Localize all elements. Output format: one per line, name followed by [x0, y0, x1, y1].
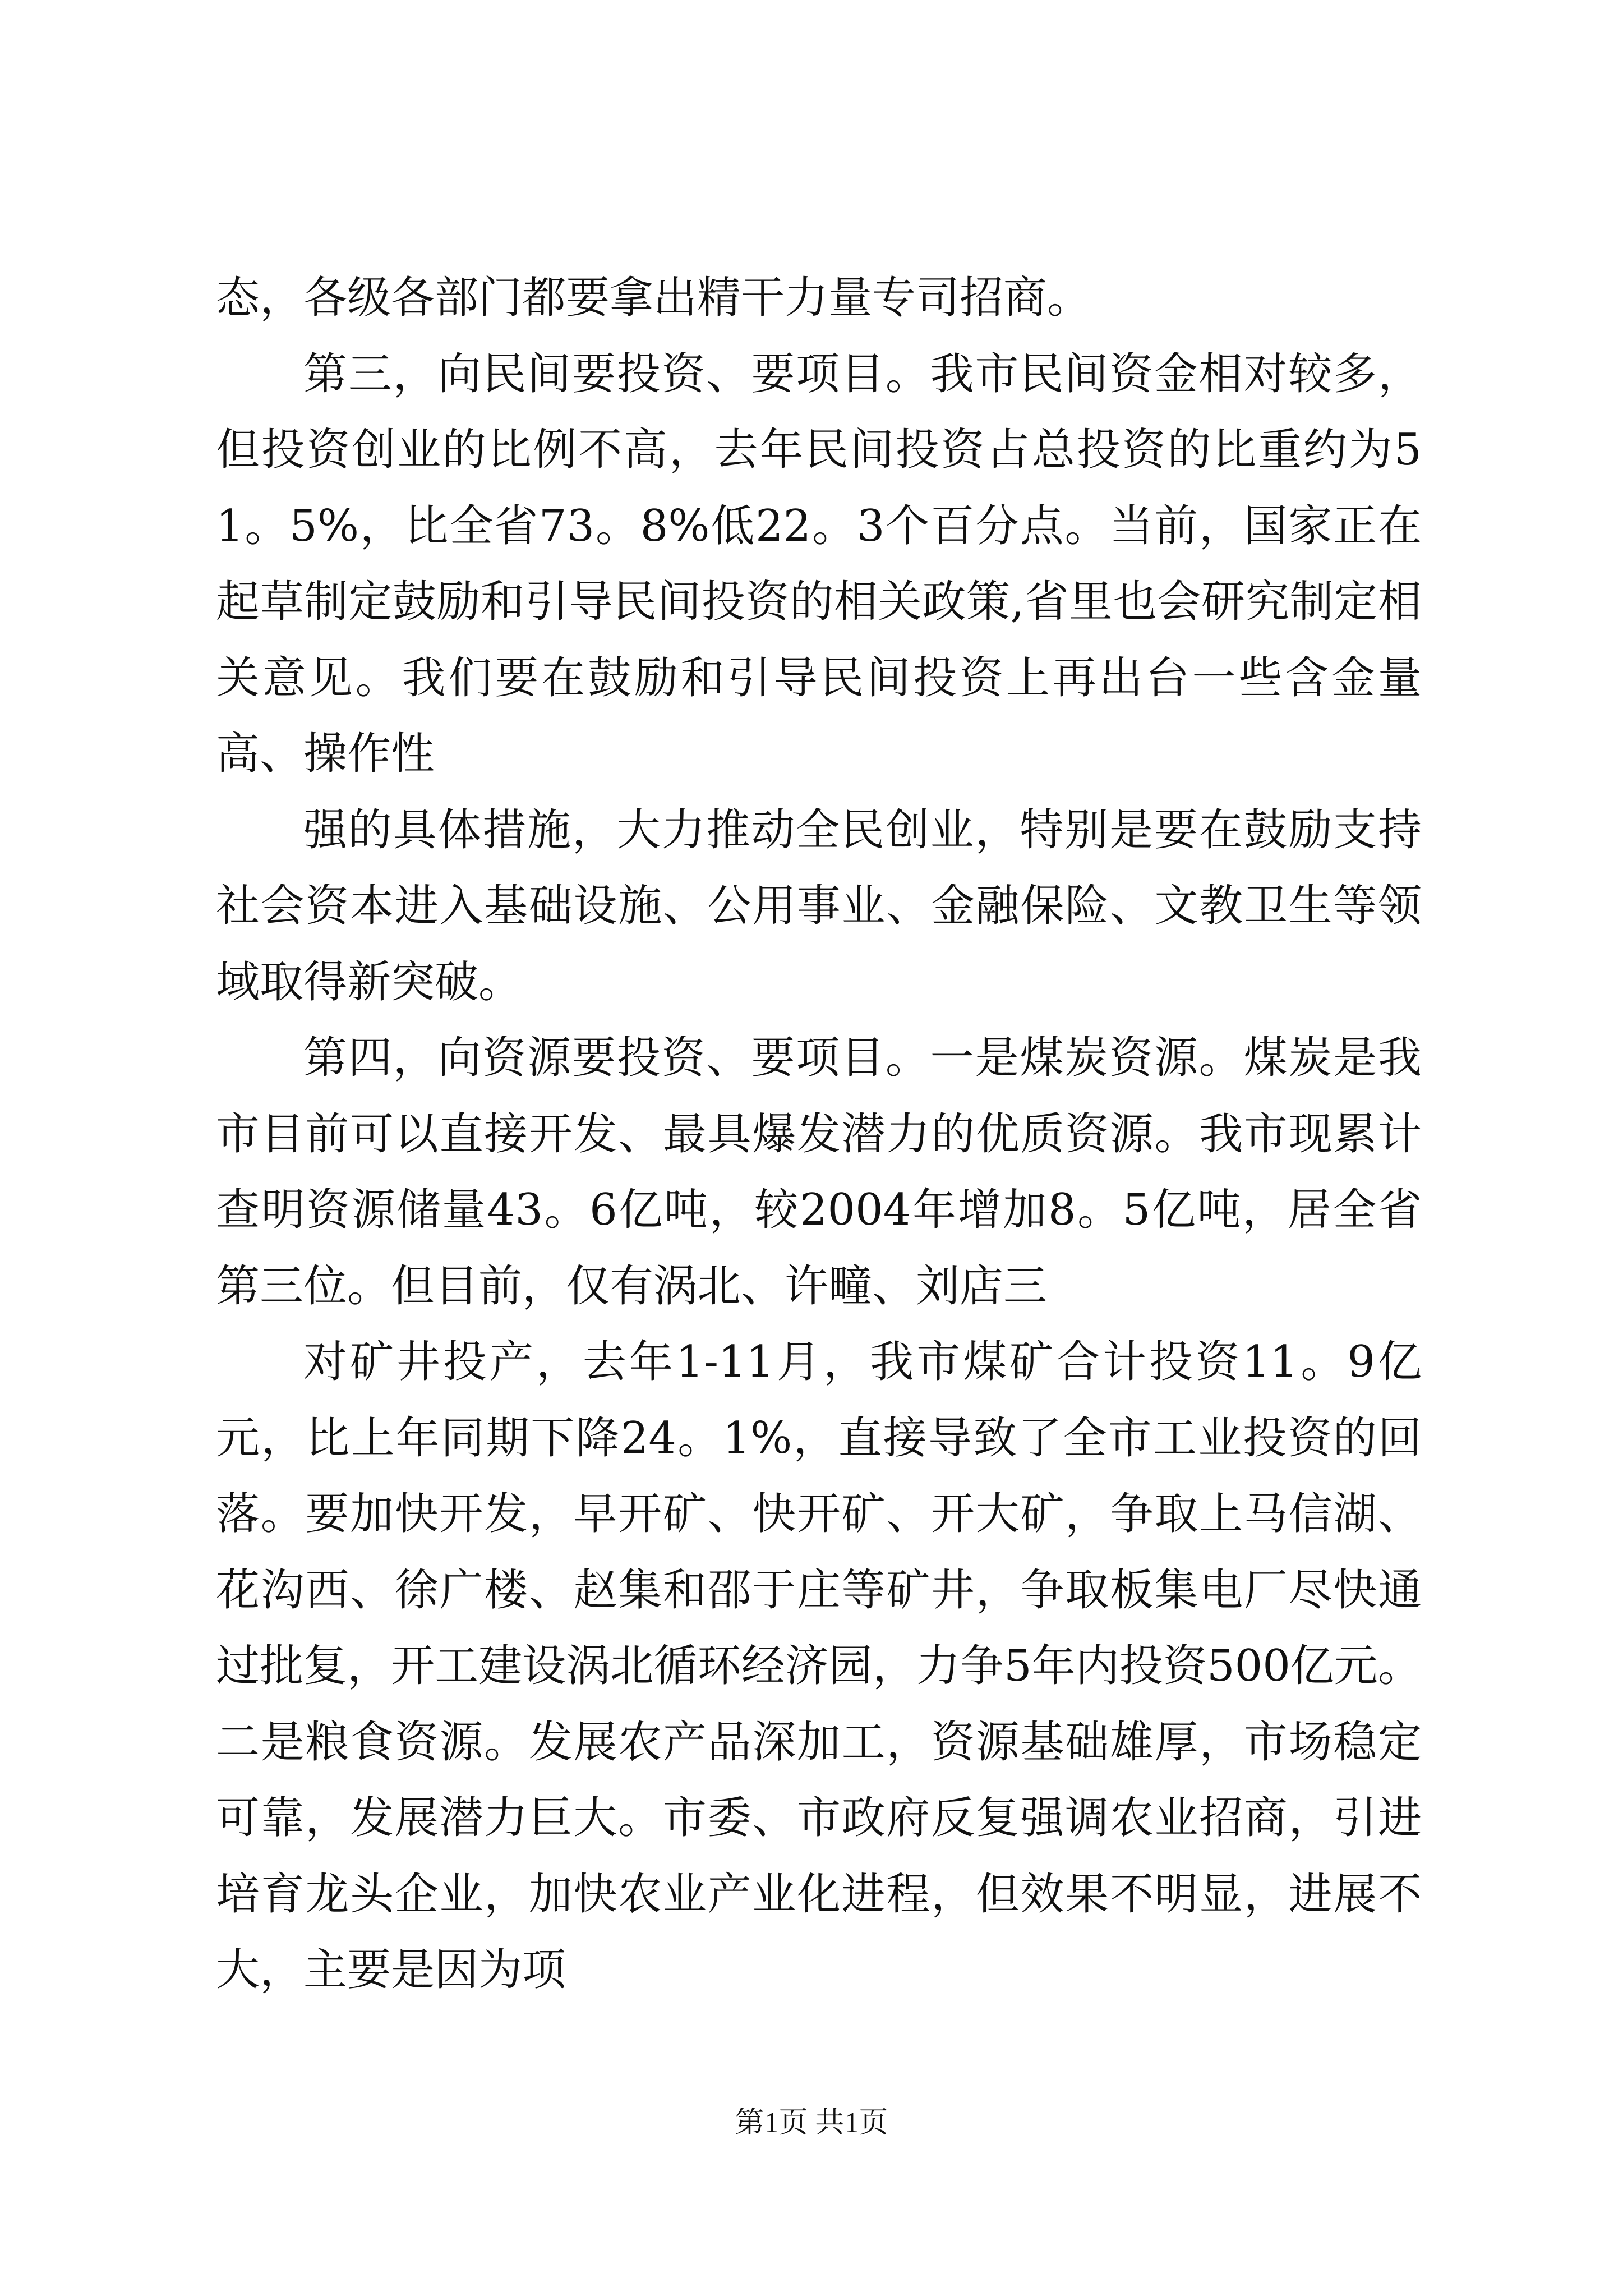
paragraph-3: 强的具体措施，大力推动全民创业，特别是要在鼓励支持社会资本进入基础设施、公用事业、金融保险、文教卫生等领域取得新突破。: [216, 804, 1422, 1007]
document-body: [216, 260, 1422, 2009]
page-footer: 第1页 共1页: [735, 2107, 888, 2139]
paragraph-5: 对矿井投产，去年1-11月，我市煤矿合计投资11。9亿元，比上年同期下降24。1%，直接导致了全市工业投资的回落。要加快开发，早开矿、快开矿、开大矿，争取上马信湖、花沟西、徐广楼、赵集和邵于庄等矿井，争取板集电厂尽快通过批复，开工建设涡北循环经济园，力争5年内投资500亿元。二是粮食资源。发展农产品深加工，资源基础雄厚，市场稳定可靠，发展潜力巨大。市委、市政府反复强调农业招商，引进培育龙头企业，加快农业产业化进程，但效果不明显，进展不大，主要是因为项: [216, 1337, 1422, 1995]
paragraph-4: 第四，向资源要投资、要项目。一是煤炭资源。煤炭是我市目前可以直接开发、最具爆发潜力的优质资源。我市现累计查明资源储量43。6亿吨，较2004年增加8。5亿吨，居全省第三位。但目前，仅有涡北、许疃、刘店三: [216, 1033, 1422, 1312]
paragraph-1: 态，各级各部门都要拿出精干力量专司招商。: [216, 273, 1091, 323]
paragraph-2: 第三，向民间要投资、要项目。我市民间资金相对较多，但投资创业的比例不高，去年民间投资占总投资的比重约为51。5%，比全省73。8%低22。3个百分点。当前，国家正在起草制定鼓励和引导民间投资的相关政策,省里也会研究制定相关意见。我们要在鼓励和引导民间投资上再出台一些含金量高、操作性: [216, 348, 1422, 779]
